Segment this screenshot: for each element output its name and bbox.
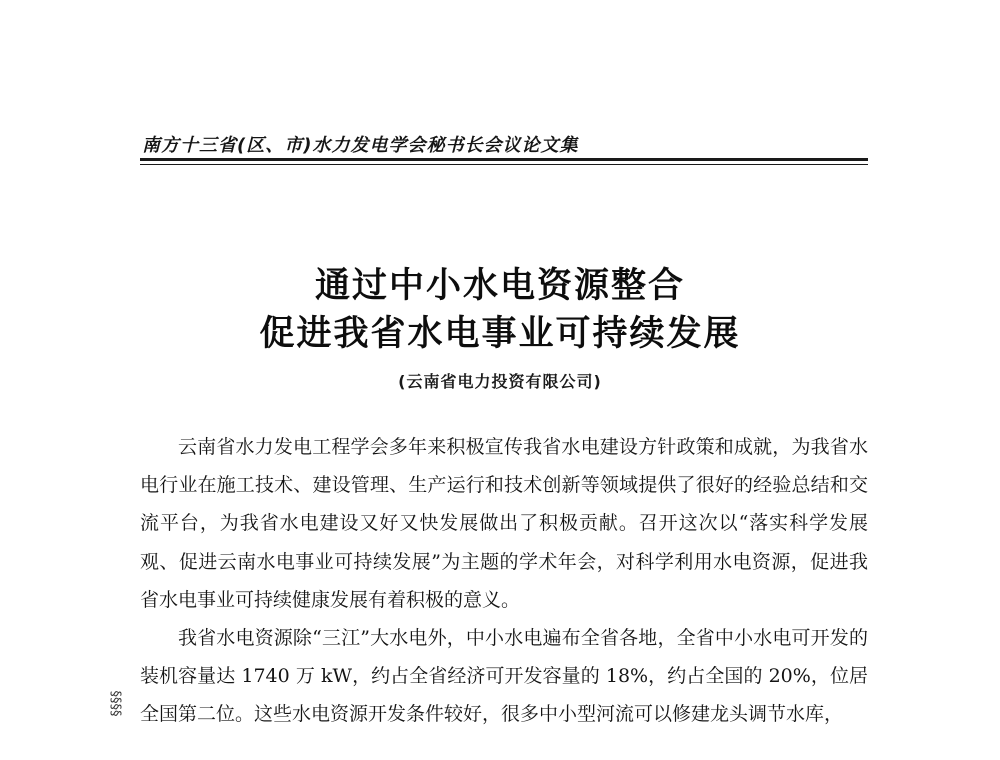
body-paragraph-1: 云南省水力发电工程学会多年来积极宣传我省水电建设方针政策和成就，为我省水电行业在施工技术、建设管理、生产运行和技术创新等领域提供了很好的经验总结和交流平台，为我省水电建设又好又快发展做出了积极贡献。召开这次以“落实科学发展观、促进云南水电事业可持续发展”为主题的学术年会，对科学利用水电资源，促进我省水电事业可持续健康发展有着积极的意义。: [140, 436, 868, 611]
binding-marks-text: §§§§: [108, 690, 122, 717]
body-paragraph-2: 我省水电资源除“三江”大水电外，中小水电遍布全省各地，全省中小水电可开发的装机容量达 1740 万 kW，约占全省经济可开发容量的 18%，约占全国的 20%，位居全国第二位。这些水电资源开发条件较好，很多中小型河流可以修建龙头调节水库，: [140, 627, 868, 726]
author-affiliation: (云南省电力投资有限公司): [398, 372, 602, 391]
article-body: [140, 428, 868, 734]
article-title-line-1: 通过中小水电资源整合: [314, 265, 685, 306]
header-rule-thin: [140, 164, 868, 165]
running-header: 南方十三省(区、市)水力发电学会秘书长会议论文集: [142, 135, 579, 156]
binding-margin-marks: [108, 690, 122, 760]
article-title-line-2: 促进我省水电事业可持续发展: [259, 313, 741, 354]
header-rule-thick: [140, 158, 868, 161]
